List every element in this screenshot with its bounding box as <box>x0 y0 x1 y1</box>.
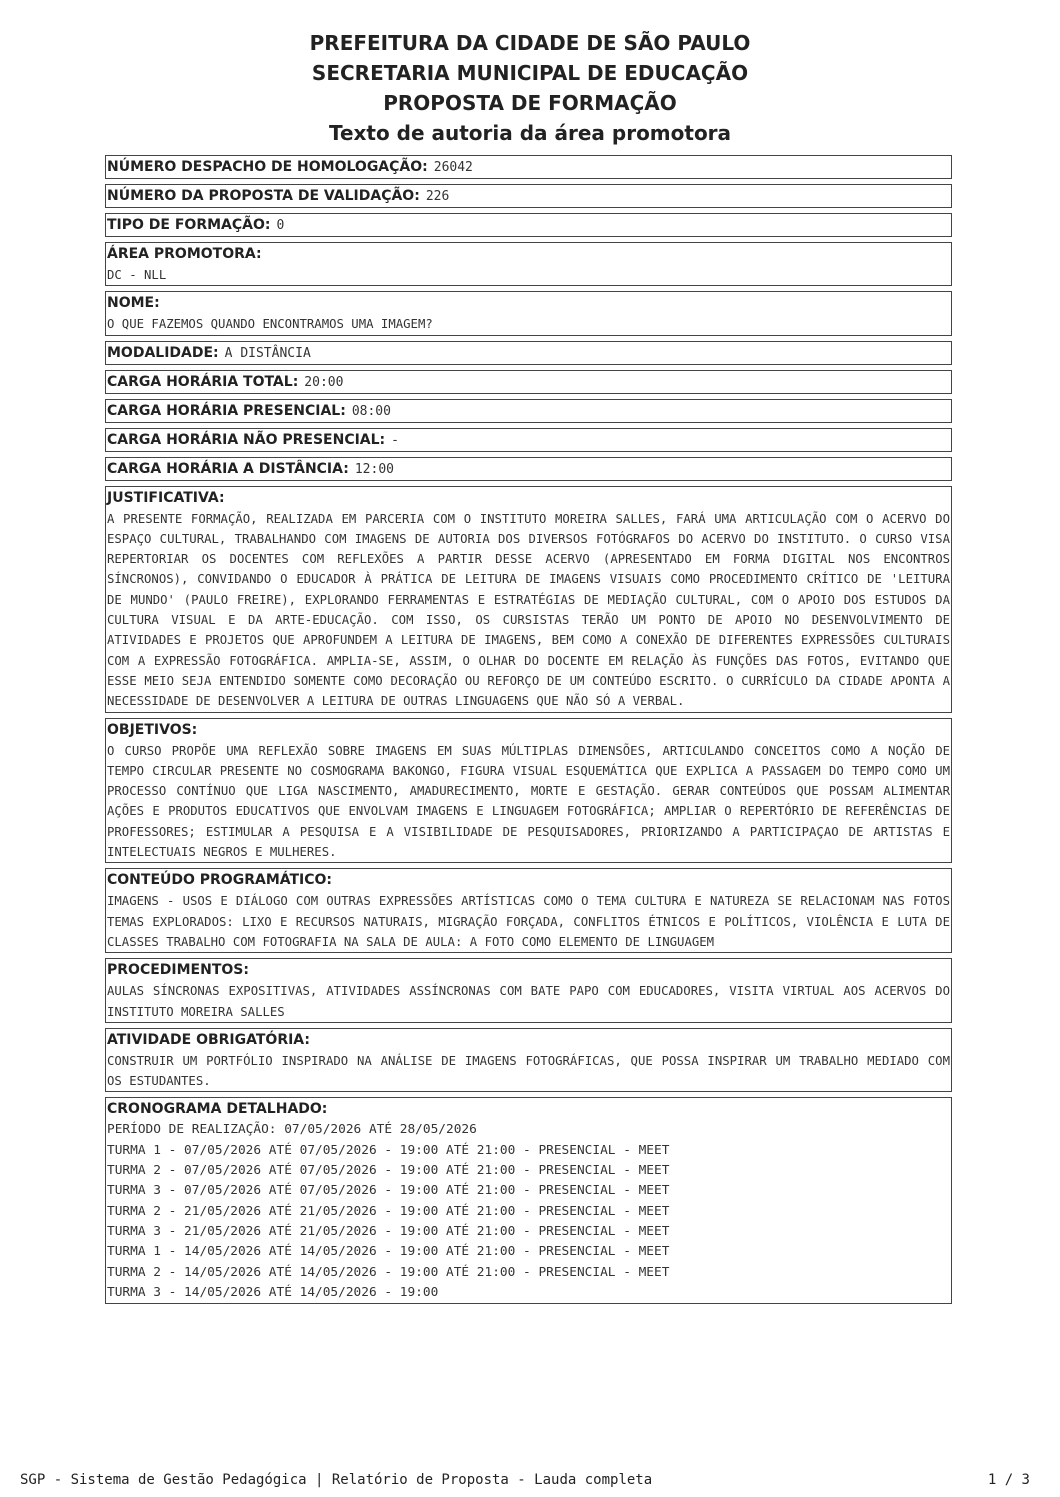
field-carga-total <box>105 370 952 394</box>
footer-page-number: 1 / 3 <box>987 1472 1030 1488</box>
field-label: CONTEÚDO PROGRAMÁTICO: <box>107 872 333 889</box>
field-label: CARGA HORÁRIA NÃO PRESENCIAL: <box>107 431 386 448</box>
header-line-prefeitura: PREFEITURA DA CIDADE DE SÃO PAULO <box>309 31 751 55</box>
cronograma-turma: TURMA 1 - 14/05/2026 ATÉ 14/05/2026 - 19:00 ATÉ 21:00 - PRESENCIAL - MEET <box>107 1244 670 1260</box>
cronograma-turma: TURMA 1 - 07/05/2026 ATÉ 07/05/2026 - 19:00 ATÉ 21:00 - PRESENCIAL - MEET <box>107 1142 670 1158</box>
field-label: OBJETIVOS: <box>107 721 198 738</box>
field-carga-distancia <box>105 457 952 481</box>
field-value: 12:00 <box>354 461 394 477</box>
field-modalidade <box>105 341 952 365</box>
header-line-secretaria: SECRETARIA MUNICIPAL DE EDUCAÇÃO <box>311 61 749 85</box>
field-label: CRONOGRAMA DETALHADO: <box>107 1101 328 1118</box>
field-value: IMAGENS - USOS E DIÁLOGO COM OUTRAS EXPRESSÕES ARTÍSTICAS COMO O TEMA CULTURA E NATUREZA SE RELACIONAM NAS FOTOS TEMAS EXPLORADOS: LIXO E RECURSOS NATURAIS, MIGRAÇÃO FORÇADA, CONFLITOS ÉTNICOS E POLÍTICOS, VIOLÊNCIA E LUTA DE CLASSES TRABALHO COM FOTOGRAFIA NA SALA DE AULA: A FOTO COMO ELEMENTO DE LINGUAGEM <box>107 894 958 949</box>
cronograma-turma: TURMA 2 - 14/05/2026 ATÉ 14/05/2026 - 19:00 ATÉ 21:00 - PRESENCIAL - MEET <box>107 1264 670 1280</box>
field-value: 08:00 <box>351 403 391 419</box>
cronograma-turma: TURMA 2 - 07/05/2026 ATÉ 07/05/2026 - 19:00 ATÉ 21:00 - PRESENCIAL - MEET <box>107 1163 670 1179</box>
form-fields <box>105 155 958 1309</box>
footer-system-name: SGP - Sistema de Gestão Pedagógica | Relatório de Proposta - Lauda completa <box>20 1472 653 1488</box>
field-label: PROCEDIMENTOS: <box>107 962 249 979</box>
field-label: CARGA HORÁRIA PRESENCIAL: <box>107 402 346 419</box>
header-line-subtitle: Texto de autoria da área promotora <box>328 121 732 145</box>
field-conteudo-programatico <box>105 868 958 953</box>
field-value: O QUE FAZEMOS QUANDO ENCONTRAMOS UMA IMAGEM? <box>107 317 433 332</box>
field-procedimentos <box>105 958 958 1023</box>
header-line-proposta: PROPOSTA DE FORMAÇÃO <box>383 91 677 115</box>
cronograma-periodo: PERÍODO DE REALIZAÇÃO: 07/05/2026 ATÉ 28/05/2026 <box>107 1122 477 1138</box>
field-cronograma <box>105 1097 952 1304</box>
field-value: 226 <box>425 189 450 204</box>
field-value: 20:00 <box>304 374 344 390</box>
field-carga-nao-presencial <box>105 428 952 452</box>
field-proposta <box>105 184 952 208</box>
field-value: - <box>391 432 399 448</box>
field-carga-presencial <box>105 399 952 423</box>
page-footer <box>20 1472 1030 1488</box>
cronograma-turma: TURMA 3 - 21/05/2026 ATÉ 21/05/2026 - 19:00 ATÉ 21:00 - PRESENCIAL - MEET <box>107 1223 670 1239</box>
field-value: 0 <box>276 218 285 233</box>
field-label: NOME: <box>107 295 160 312</box>
field-value: A PRESENTE FORMAÇÃO, REALIZADA EM PARCERIA COM O INSTITUTO MOREIRA SALLES, FARÁ UMA ARTICULAÇÃO COM O ACERVO DO ESPAÇO CULTURAL, TRABALHANDO COM IMAGENS DE AUTORIA DOS DIVERSOS FOTÓGRAFOS DO ACERVO DO INSTITUTO. O CURSO VISA REPERTORIAR OS DOCENTES COM REFLEXÕES A PARTIR DESSE ACERVO (APRESENTADO EM FORMA DIGITAL NOS ENCONTROS SÍNCRONOS), CONVIDANDO O EDUCADOR À PRÁTICA DE LEITURA DE IMAGENS VISUAIS COMO PROCEDIMENTO CRÍTICO DE 'LEITURA DE MUNDO' (PAULO FREIRE), EXPLORANDO FERRAMENTAS E ESTRATÉGIAS DE MEDIAÇÃO CULTURAL, COM O APOIO DOS ESTUDOS DA CULTURA VISUAL E DA ARTE-EDUCAÇÃO. COM ISSO, OS CURSISTAS TERÃO UM PONTO DE APOIO NO DESENVOLVIMENTO DE ATIVIDADES E PROJETOS QUE APROFUNDEM A LEITURA DE IMAGENS, BEM COMO A CONEXÃO DE DIFERENTES EXPRESSÕES CULTURAIS COM A EXPRESSÃO FOTOGRÁFICA. AMPLIA-SE, ASSIM, O OLHAR DO DOCENTE EM RELAÇÃO ÀS FUNÇÕES DAS FOTOS, EVITANDO QUE ESSE MEIO SEJA ENTENDIDO SOMENTE COMO DECORAÇÃO OU REFORÇO DE UM CONTEÚDO ESCRITO. O CURRÍCULO DA CIDADE APONTA A NECESSIDADE DE DESENVOLVER A LEITURA DE OUTRAS LINGUAGENS QUE NÃO SÓ A VERBAL. <box>107 511 958 709</box>
field-tipo <box>105 213 952 237</box>
field-label: NÚMERO DA PROPOSTA DE VALIDAÇÃO: <box>107 188 420 204</box>
field-label: ATIVIDADE OBRIGATÓRIA: <box>107 1031 310 1048</box>
cronograma-turma: TURMA 3 - 14/05/2026 ATÉ 14/05/2026 - 19:00 <box>107 1284 439 1300</box>
document-header <box>0 0 1060 148</box>
field-label: JUSTIFICATIVA: <box>107 489 225 506</box>
field-value: O CURSO PROPÕE UMA REFLEXÃO SOBRE IMAGENS EM SUAS MÚLTIPLAS DIMENSÕES, ARTICULANDO CONCEITOS COMO A NOÇÃO DE TEMPO CIRCULAR PRESENTE NO COSMOGRAMA BAKONGO, FIGURA VISUAL ESQUEMÁTICA QUE EXPLICA A PASSAGEM DO TEMPO COMO UM PROCESSO CONTÍNUO QUE LIGA NASCIMENTO, AMADURECIMENTO, MORTE E GESTAÇÃO. GERAR CONTEÚDOS QUE POSSAM ALIMENTAR AÇÕES E PRODUTOS EDUCATIVOS QUE ENVOLVAM IMAGENS E LINGUAGEM FOTOGRÁFICA; AMPLIAR O REPERTÓRIO DE REFERÊNCIAS DE PROFESSORES; ESTIMULAR A PESQUISA E A VISIBILIDADE DE PESQUISADORES, PRIORIZANDO A PARTICIPAÇAO DE ARTISTAS E INTELECTUAIS NEGROS E MULHERES. <box>107 743 958 860</box>
cronograma-turma: TURMA 3 - 07/05/2026 ATÉ 07/05/2026 - 19:00 ATÉ 21:00 - PRESENCIAL - MEET <box>107 1183 670 1199</box>
field-justificativa <box>105 486 958 713</box>
field-objetivos <box>105 718 958 864</box>
field-label: MODALIDADE: <box>107 344 219 361</box>
field-despacho <box>105 155 952 179</box>
cronograma-turma: TURMA 2 - 21/05/2026 ATÉ 21/05/2026 - 19:00 ATÉ 21:00 - PRESENCIAL - MEET <box>107 1203 670 1219</box>
field-label: CARGA HORÁRIA A DISTÂNCIA: <box>107 460 349 477</box>
field-label: ÁREA PROMOTORA: <box>107 246 262 262</box>
field-value: A DISTÂNCIA <box>224 345 311 361</box>
field-label: TIPO DE FORMAÇÃO: <box>107 217 271 233</box>
field-atividade-obrigatoria <box>105 1028 958 1093</box>
field-nome <box>105 291 952 335</box>
field-area-promotora <box>105 242 952 286</box>
field-value: AULAS SÍNCRONAS EXPOSITIVAS, ATIVIDADES ASSÍNCRONAS COM BATE PAPO COM EDUCADORES, VISITA VIRTUAL AOS ACERVOS DO INSTITUTO MOREIRA SALLES <box>107 984 958 1019</box>
field-value: 26042 <box>433 160 473 175</box>
field-value: DC - NLL <box>107 268 167 282</box>
field-value: CONSTRUIR UM PORTFÓLIO INSPIRADO NA ANÁLISE DE IMAGENS FOTOGRÁFICAS, QUE POSSA INSPIRAR UM TRABALHO MEDIADO COM OS ESTUDANTES. <box>107 1053 958 1089</box>
field-label: CARGA HORÁRIA TOTAL: <box>107 373 299 390</box>
field-label: NÚMERO DESPACHO DE HOMOLOGAÇÃO: <box>107 159 428 175</box>
